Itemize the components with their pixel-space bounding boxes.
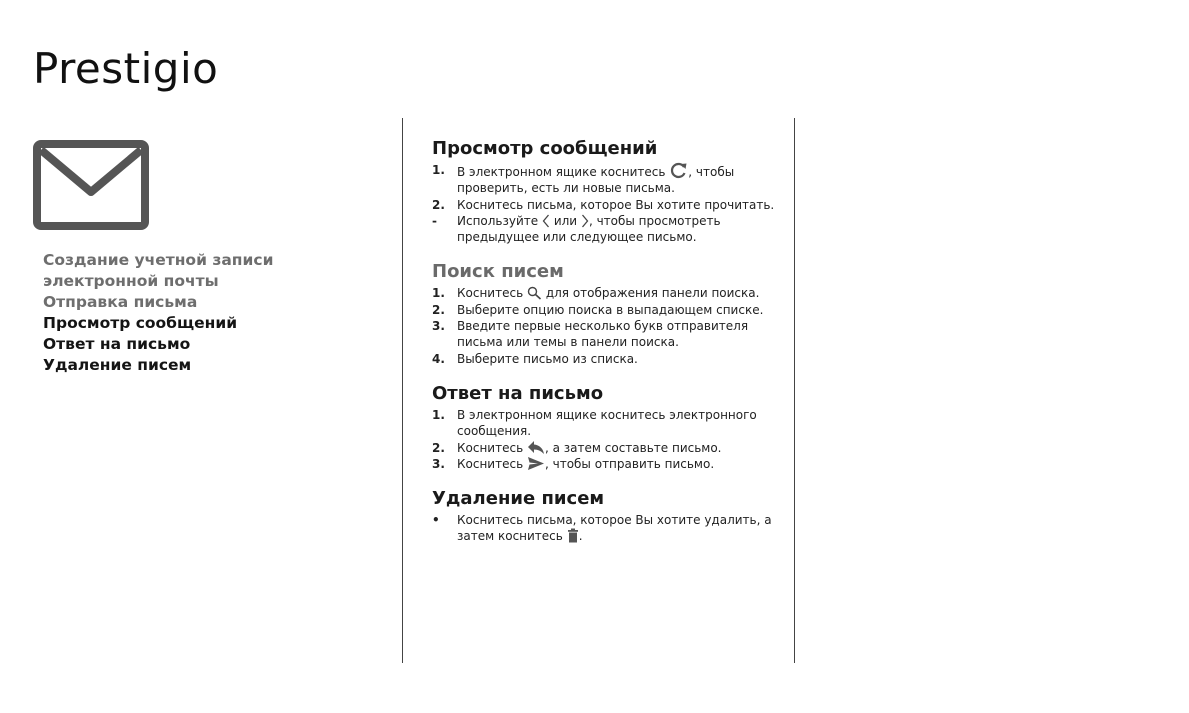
step-text: Коснитесь — [457, 456, 524, 471]
envelope-icon — [33, 140, 149, 230]
chevron-right-icon — [581, 214, 589, 228]
list-item — [432, 407, 792, 440]
step-text: Коснитесь письма, которое Вы хотите прочитать. — [457, 197, 775, 212]
step-text: Коснитесь письма, которое Вы хотите удалить, а затем коснитесь — [457, 513, 772, 544]
step-text: Выберите опцию поиска в выпадающем списке. — [457, 302, 764, 317]
send-icon — [527, 456, 545, 471]
list-marker: 3. — [432, 456, 445, 471]
list-marker: 1. — [432, 286, 445, 301]
nav-item-create-account-cont[interactable]: электронной почты — [43, 272, 219, 290]
section-search — [432, 260, 792, 366]
brand-logo: Prestigio — [33, 44, 219, 93]
list-marker: 2. — [432, 302, 445, 317]
section-reply — [432, 382, 792, 472]
list-item — [432, 351, 792, 367]
list-item — [432, 162, 792, 197]
nav-item-delete[interactable]: Удаление писем — [43, 356, 192, 374]
chevron-left-icon — [542, 214, 550, 228]
search-icon — [527, 286, 542, 300]
step-text: В электронном ящике коснитесь — [457, 165, 666, 179]
step-text: В электронном ящике коснитесь электронного сообщения. — [457, 407, 757, 439]
step-list — [432, 407, 792, 472]
section-title: Поиск писем — [432, 261, 564, 283]
nav-item-send-mail[interactable]: Отправка письма — [43, 293, 198, 311]
list-marker: 3. — [432, 319, 445, 334]
divider-left — [402, 118, 403, 663]
step-text: , а затем составьте письмо. — [544, 440, 722, 455]
step-text: Введите первые несколько букв отправителя письма или темы в панели поиска. — [457, 319, 749, 350]
list-item — [432, 440, 792, 456]
list-item — [432, 285, 792, 301]
reply-icon — [527, 440, 545, 455]
list-marker: 1. — [432, 163, 445, 177]
trash-icon — [567, 528, 579, 543]
step-list — [432, 285, 792, 366]
list-marker: • — [432, 513, 440, 528]
list-marker: 2. — [432, 440, 445, 455]
refresh-icon — [669, 162, 688, 179]
step-list — [432, 512, 792, 545]
list-item — [432, 197, 792, 213]
step-text: или — [553, 213, 578, 228]
step-text: Используйте — [457, 213, 539, 228]
step-text: , чтобы просмотреть предыдущее или следующее письмо. — [457, 213, 721, 245]
step-text: Коснитесь — [457, 286, 524, 301]
section-delete — [432, 487, 792, 545]
step-text: , чтобы проверить, есть ли новые письма. — [457, 165, 735, 196]
section-view-messages — [432, 137, 792, 245]
divider-right — [794, 118, 795, 663]
section-title: Удаление писем — [432, 488, 605, 510]
list-item — [432, 302, 792, 318]
list-item — [432, 318, 792, 351]
nav-item-reply[interactable]: Ответ на письмо — [43, 335, 191, 353]
content-column — [432, 137, 792, 560]
section-title: Ответ на письмо — [432, 382, 604, 404]
list-marker: 4. — [432, 351, 445, 366]
list-marker: 1. — [432, 407, 445, 422]
nav-item-create-account[interactable]: Создание учетной записи — [43, 251, 274, 269]
list-marker: 2. — [432, 197, 445, 212]
step-text: , чтобы отправить письмо. — [544, 456, 715, 471]
list-item — [432, 213, 792, 246]
list-item — [432, 512, 792, 545]
nav-item-view-messages[interactable]: Просмотр сообщений — [43, 314, 238, 332]
step-text: для отображения панели поиска. — [545, 286, 760, 301]
section-nav — [43, 250, 333, 376]
list-item — [432, 456, 792, 472]
step-list — [432, 162, 792, 245]
section-title: Просмотр сообщений — [432, 138, 658, 159]
step-text: Коснитесь — [457, 440, 524, 455]
list-marker: - — [432, 213, 437, 228]
step-text: Выберите письмо из списка. — [457, 351, 638, 366]
step-text: . — [578, 529, 583, 544]
